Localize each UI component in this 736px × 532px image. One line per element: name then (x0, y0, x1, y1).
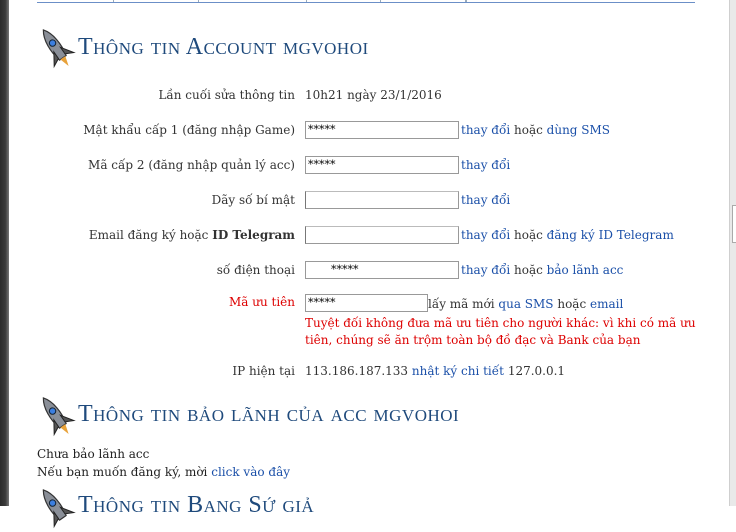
secret-number-field[interactable] (305, 191, 459, 209)
ip-value: 113.186.187.133 (305, 364, 409, 378)
password1-sms-link[interactable]: dùng SMS (546, 123, 611, 137)
phone-change-link[interactable]: thay đổi (461, 263, 511, 277)
guarantee-register-link[interactable]: click vào đây (211, 465, 291, 479)
password2-field[interactable]: ***** (305, 156, 459, 174)
rocket-icon (36, 484, 76, 532)
envoy-info-title: Thông tin Bang Sứ giả (78, 492, 315, 518)
account-info-title: Thông tin Account mgvohoi (78, 34, 369, 60)
last-edit-label: Lần cuối sửa thông tin (158, 88, 295, 102)
telegram-register-link[interactable]: đăng ký ID Telegram (546, 228, 674, 242)
password2-actions (461, 158, 510, 172)
ip-label: IP hiện tại (232, 364, 295, 378)
secret-number-change-link[interactable]: thay đổi (461, 193, 511, 207)
left-window-border (0, 0, 9, 506)
phone-field[interactable]: ***** (305, 261, 459, 279)
guarantee-info-title: Thông tin bảo lãnh của acc mgvohoi (78, 401, 460, 427)
priority-actions (428, 297, 623, 311)
email-label-telegram: ID Telegram (212, 228, 295, 242)
phone-actions (461, 263, 623, 277)
guarantee-link[interactable]: bảo lãnh acc (546, 263, 624, 277)
password1-label: Mật khẩu cấp 1 (đăng nhập Game) (83, 123, 295, 137)
secret-number-actions (461, 193, 510, 207)
password1-change-link[interactable]: thay đổi (461, 123, 511, 137)
password2-label: Mã cấp 2 (đăng nhập quản lý acc) (88, 158, 295, 172)
ip-local: 127.0.0.1 (507, 364, 566, 378)
email-change-link[interactable]: thay đổi (461, 228, 511, 242)
phone-or: hoặc (514, 263, 543, 277)
guarantee-register-row (37, 465, 290, 479)
phone-label: số điện thoại (216, 263, 295, 277)
email-label (89, 228, 295, 242)
ip-log-link[interactable]: nhật ký chi tiết (411, 364, 504, 378)
rocket-icon (36, 392, 76, 440)
priority-code-field[interactable]: ***** (305, 294, 428, 312)
priority-email-link[interactable]: email (590, 297, 624, 311)
password1-or: hoặc (514, 123, 543, 137)
email-or: hoặc (514, 228, 543, 242)
scroll-thumb[interactable] (732, 205, 736, 243)
priority-get-text: lấy mã mới (428, 297, 495, 311)
rocket-icon (36, 24, 76, 72)
priority-warning: Tuyệt đối không đưa mã ưu tiên cho người khác: vì khi có mã ưu tiên, chúng sẽ ăn trộm toàn bộ đồ đạc và Bank của bạn (305, 316, 696, 347)
ip-row (305, 364, 565, 378)
secret-number-label: Dãy số bí mật (211, 193, 295, 207)
guarantee-status: Chưa bảo lãnh acc (37, 447, 150, 461)
priority-code-label: Mã ưu tiên (228, 295, 295, 309)
guarantee-register-prefix: Nếu bạn muốn đăng ký, mời (37, 465, 208, 479)
priority-sms-link[interactable]: qua SMS (498, 297, 554, 311)
last-edit-value: 10h21 ngày 23/1/2016 (305, 88, 442, 102)
right-scrollbar[interactable] (729, 0, 736, 506)
password1-field[interactable]: ***** (305, 121, 459, 139)
password1-actions (461, 123, 610, 137)
email-field[interactable] (305, 226, 459, 244)
email-actions (461, 228, 674, 242)
email-label-prefix: Email đăng ký hoặc (88, 228, 209, 242)
password2-change-link[interactable]: thay đổi (461, 158, 511, 172)
top-tab-bar (37, 0, 695, 3)
priority-or: hoặc (557, 297, 587, 311)
